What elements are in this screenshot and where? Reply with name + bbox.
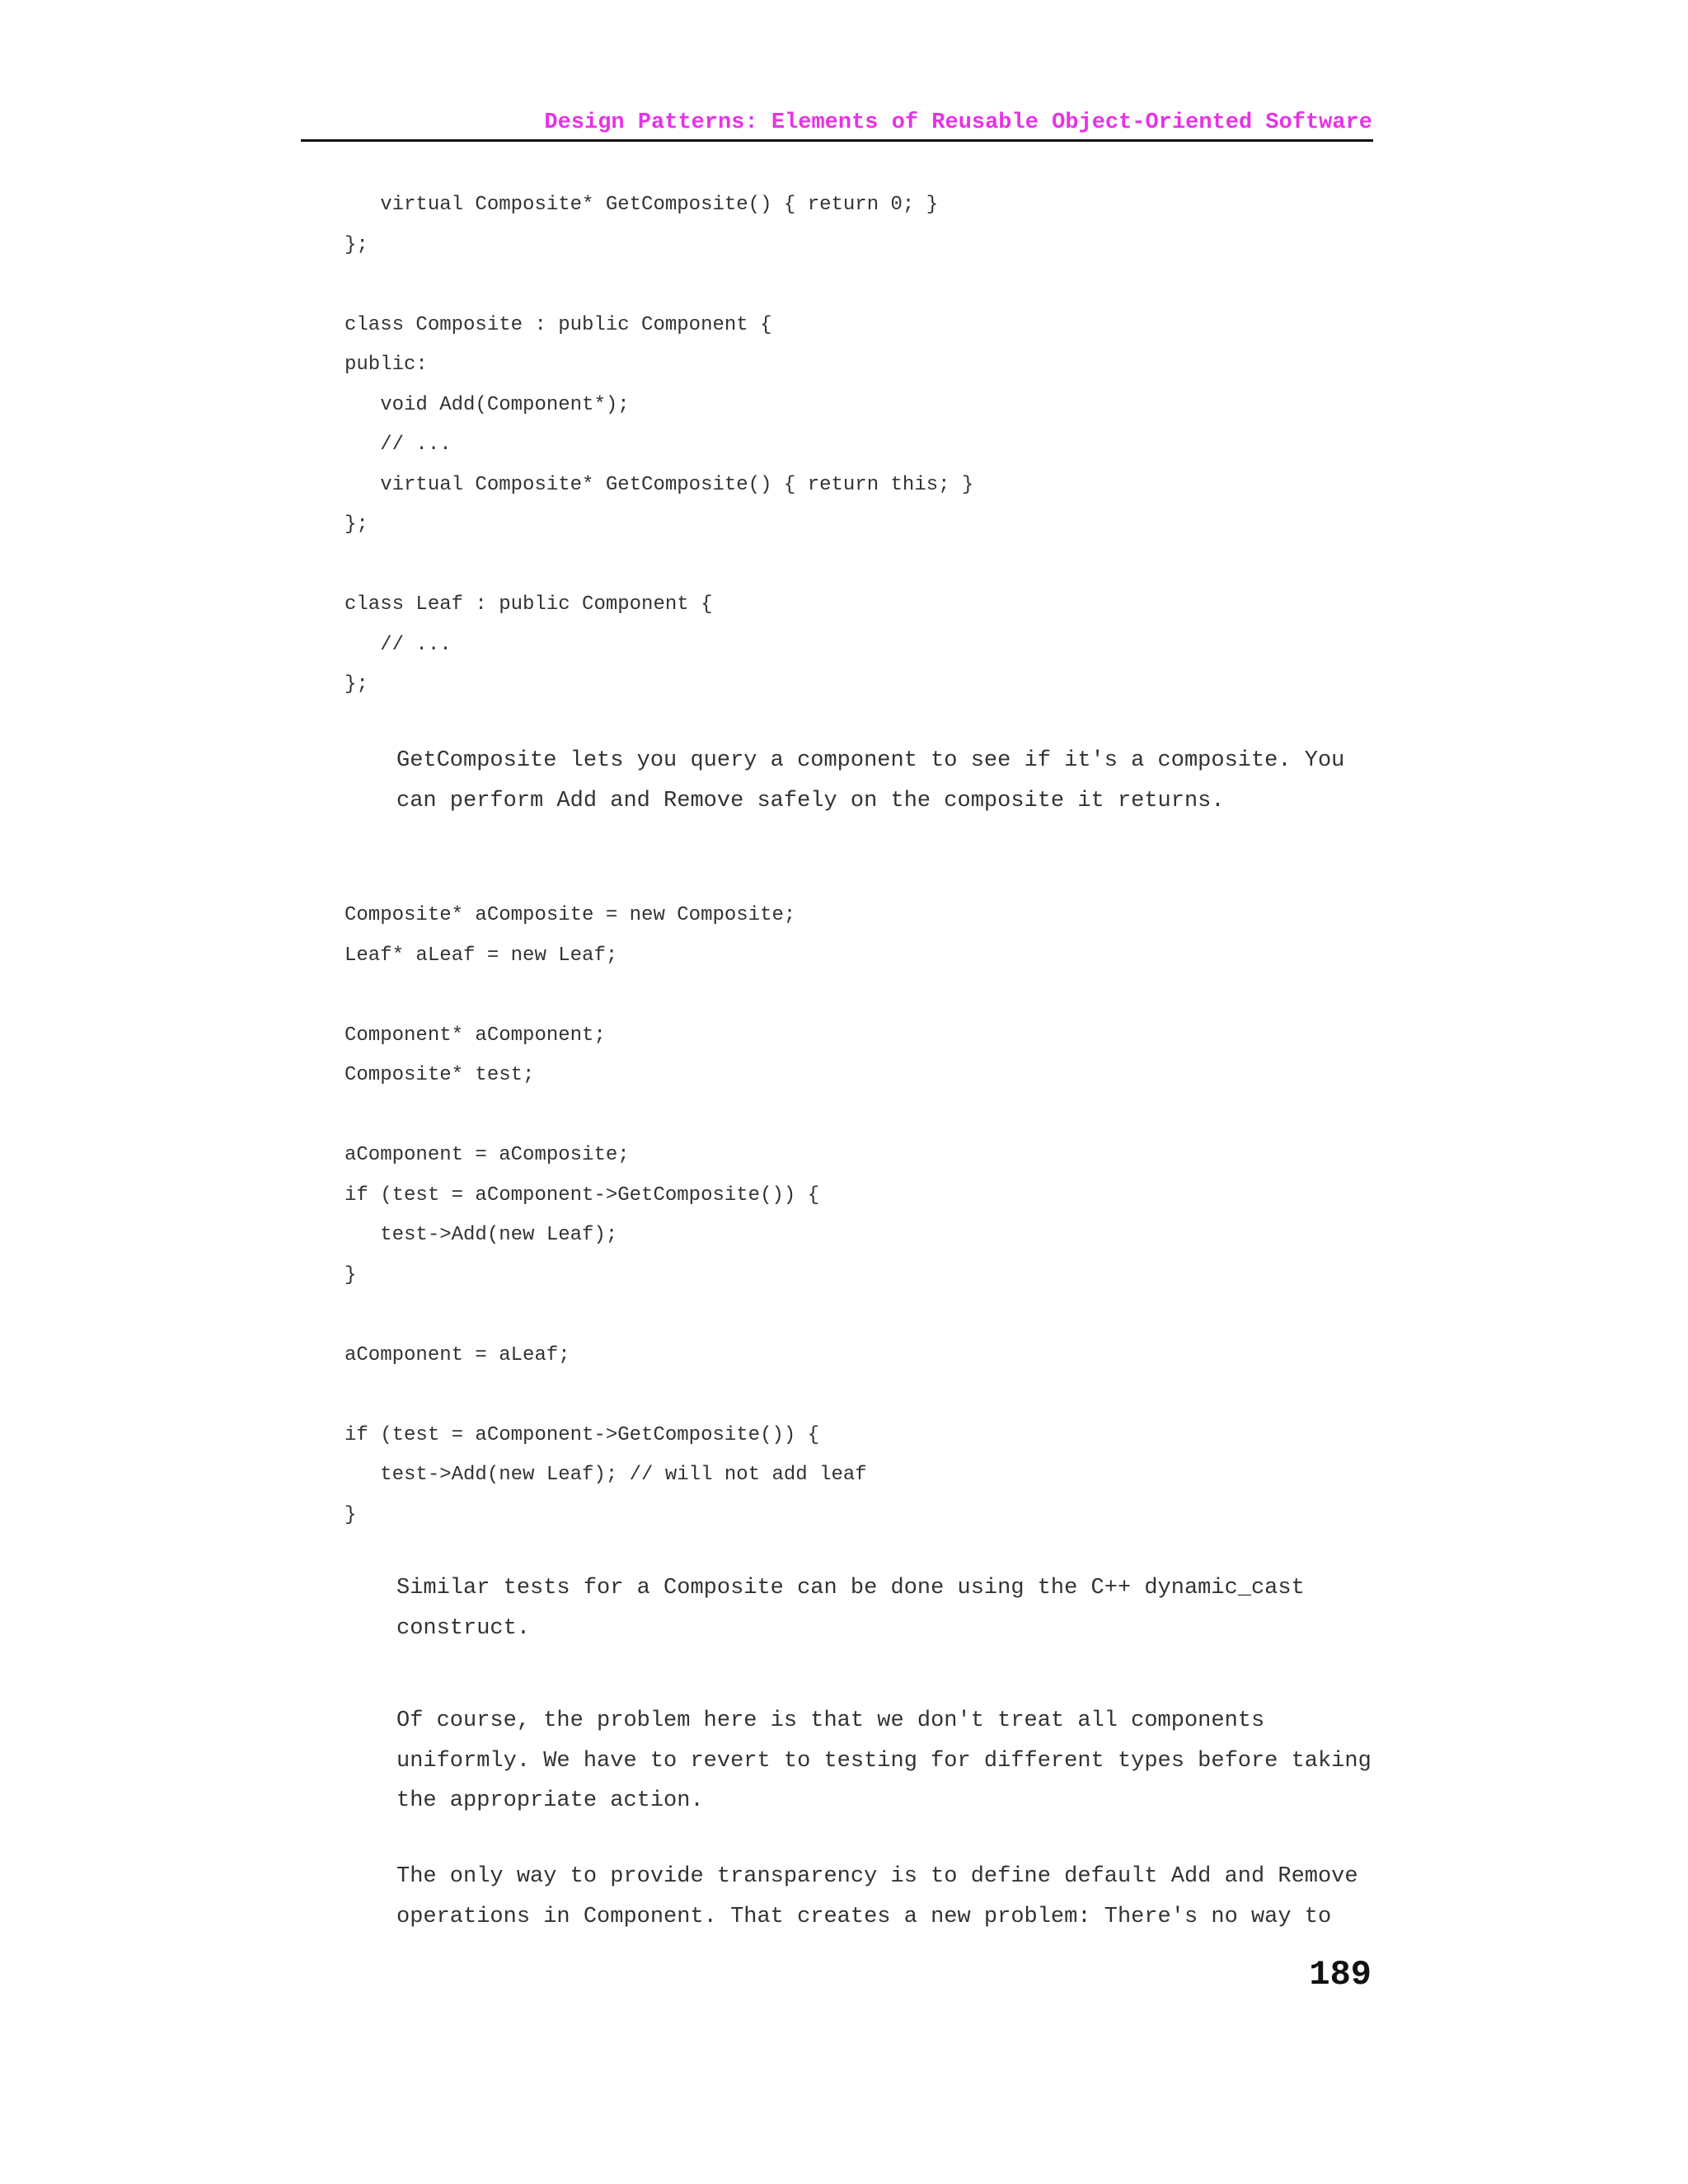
code-line bbox=[345, 546, 973, 586]
code-line: }; bbox=[345, 673, 368, 696]
code-line bbox=[345, 265, 973, 306]
code-line: void Add(Component*); bbox=[345, 393, 630, 416]
code-block-usage-example bbox=[345, 896, 867, 1535]
code-line: aComponent = aLeaf; bbox=[345, 1343, 570, 1366]
page-number: 189 bbox=[1309, 1955, 1372, 1994]
code-line: virtual Composite* GetComposite() { return 0; } bbox=[345, 194, 939, 216]
code-line: class Leaf : public Component { bbox=[345, 593, 713, 616]
code-line bbox=[345, 1096, 867, 1137]
code-line: // ... bbox=[345, 633, 452, 656]
code-line: Composite* test; bbox=[345, 1064, 535, 1086]
code-line: } bbox=[345, 1263, 357, 1286]
header-rule bbox=[301, 139, 1373, 142]
code-line: class Composite : public Component { bbox=[345, 313, 772, 336]
code-block-class-definitions bbox=[345, 185, 973, 705]
code-line: }; bbox=[345, 233, 368, 256]
code-line: Composite* aComposite = new Composite; bbox=[345, 904, 796, 926]
code-line: } bbox=[345, 1503, 357, 1526]
code-line: test->Add(new Leaf); // will not add leaf bbox=[345, 1464, 867, 1486]
paragraph-dynamic-cast: Similar tests for a Composite can be done using the C++ dynamic_cast construct. bbox=[396, 1576, 1305, 1641]
code-line bbox=[345, 976, 867, 1016]
running-header: Design Patterns: Elements of Reusable Object-Oriented Software bbox=[544, 110, 1372, 135]
code-line bbox=[345, 1296, 867, 1336]
code-line: }; bbox=[345, 513, 368, 536]
code-line: // ... bbox=[345, 434, 452, 456]
code-line bbox=[345, 1376, 867, 1416]
code-line: if (test = aComponent->GetComposite()) { bbox=[345, 1183, 820, 1207]
code-line: Component* aComponent; bbox=[345, 1024, 606, 1047]
code-line: if (test = aComponent->GetComposite()) { bbox=[345, 1423, 820, 1446]
code-line: aComponent = aComposite; bbox=[345, 1144, 630, 1166]
code-line: virtual Composite* GetComposite() { return this; } bbox=[345, 473, 974, 496]
code-line: test->Add(new Leaf); bbox=[345, 1224, 618, 1246]
paragraph-uniformity-problem: Of course, the problem here is that we don't treat all components uniformly. We have to revert to testing for different types before taking the appropriate action. bbox=[396, 1708, 1372, 1813]
code-line: Leaf* aLeaf = new Leaf; bbox=[345, 944, 618, 967]
code-line: public: bbox=[345, 354, 428, 376]
paragraph-getcomposite: GetComposite lets you query a component to see if it's a composite. You can perform Add and Remove safely on the composite it returns. bbox=[396, 748, 1345, 813]
paragraph-transparency: The only way to provide transparency is to define default Add and Remove operations in Component. That creates a new problem: There's no way to bbox=[396, 1864, 1358, 1929]
